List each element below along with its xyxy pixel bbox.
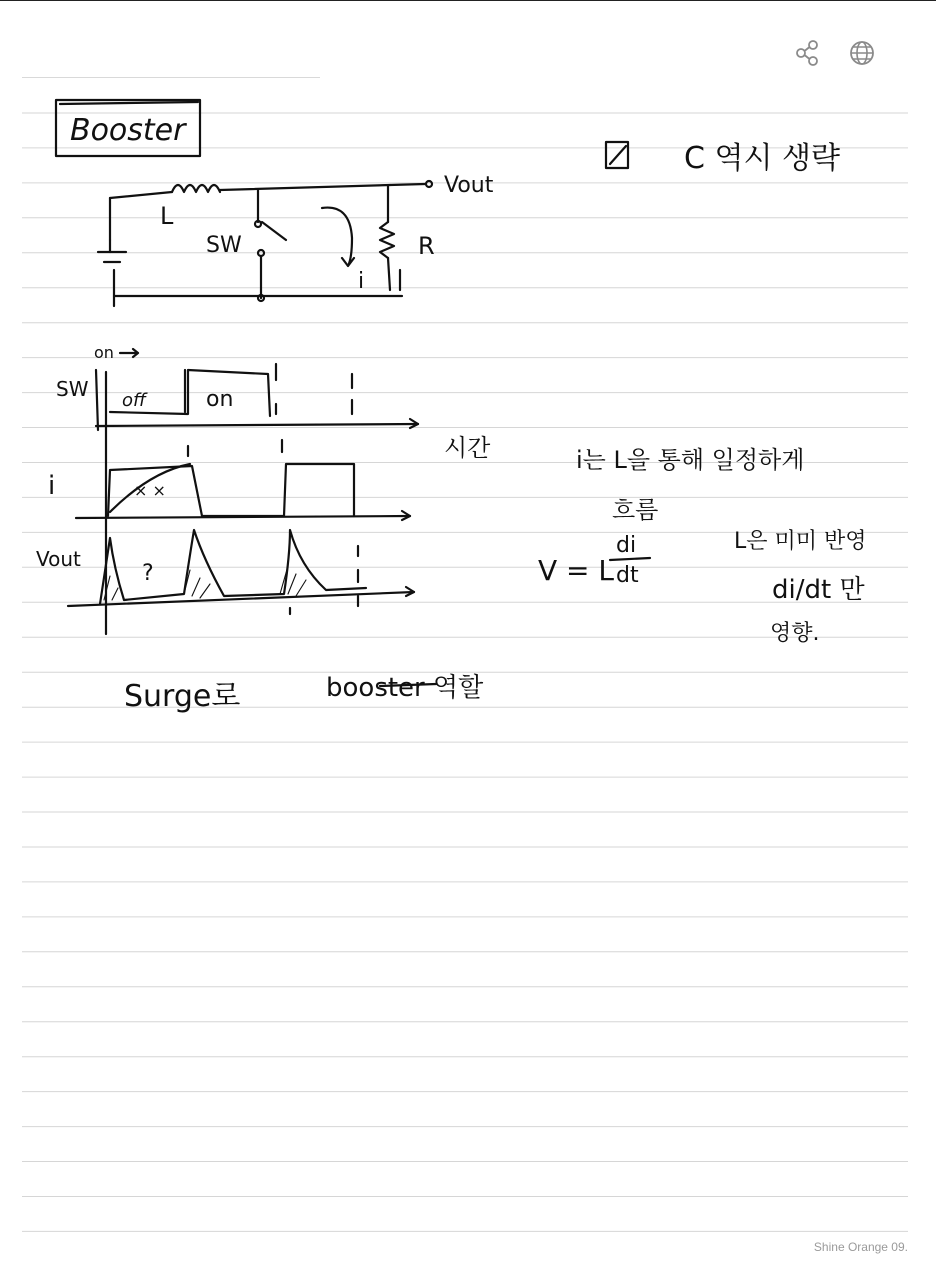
current-arrow	[322, 208, 354, 266]
sw-on-label: on	[206, 387, 234, 412]
l-note-line1: L은 미미 반영	[734, 529, 867, 554]
vout-axis-label: Vout	[36, 547, 81, 571]
boost-circuit-diagram	[98, 173, 494, 306]
formula-denominator: dt	[616, 563, 639, 588]
sw-off-label: off	[122, 390, 147, 411]
vout-waveform	[100, 530, 366, 604]
current-label: i	[358, 269, 365, 294]
i-flow-note-line1: i는 L을 통해 일정하게	[576, 446, 805, 474]
resistor-zigzag	[380, 222, 394, 258]
time-axis-label: 시간	[444, 434, 491, 462]
vout-question-mark: ?	[142, 561, 154, 586]
sw-axis-label: SW	[56, 377, 89, 401]
inductor-coil	[172, 185, 220, 192]
note-title: Booster	[70, 113, 186, 148]
bottom-note-right: booster 역할	[326, 673, 484, 703]
inductor-label: L	[160, 202, 174, 230]
l-note-line2: di/dt 만	[772, 575, 865, 605]
inductor-formula	[538, 533, 650, 588]
i-flow-note-line2: 흐름	[612, 496, 659, 524]
vout-label: Vout	[444, 173, 494, 198]
on-arrow-label: on	[94, 343, 114, 362]
svg-text:× ×: × ×	[134, 481, 166, 500]
footer-watermark: Shine Orange 09.	[813, 1240, 908, 1254]
formula-numerator: di	[616, 533, 637, 558]
i-axis-label: i	[48, 471, 56, 501]
resistor-label: R	[418, 232, 435, 260]
formula-v: V = L	[538, 554, 615, 587]
c-omitted-text: C 역시 생략	[684, 141, 840, 176]
bottom-note-left: Surge로	[124, 679, 241, 714]
timing-diagram	[36, 343, 491, 634]
c-omitted-note	[606, 141, 840, 176]
l-note-line3: 영향.	[770, 621, 820, 646]
title-box-inner	[60, 102, 198, 104]
switch-label: SW	[206, 233, 242, 258]
